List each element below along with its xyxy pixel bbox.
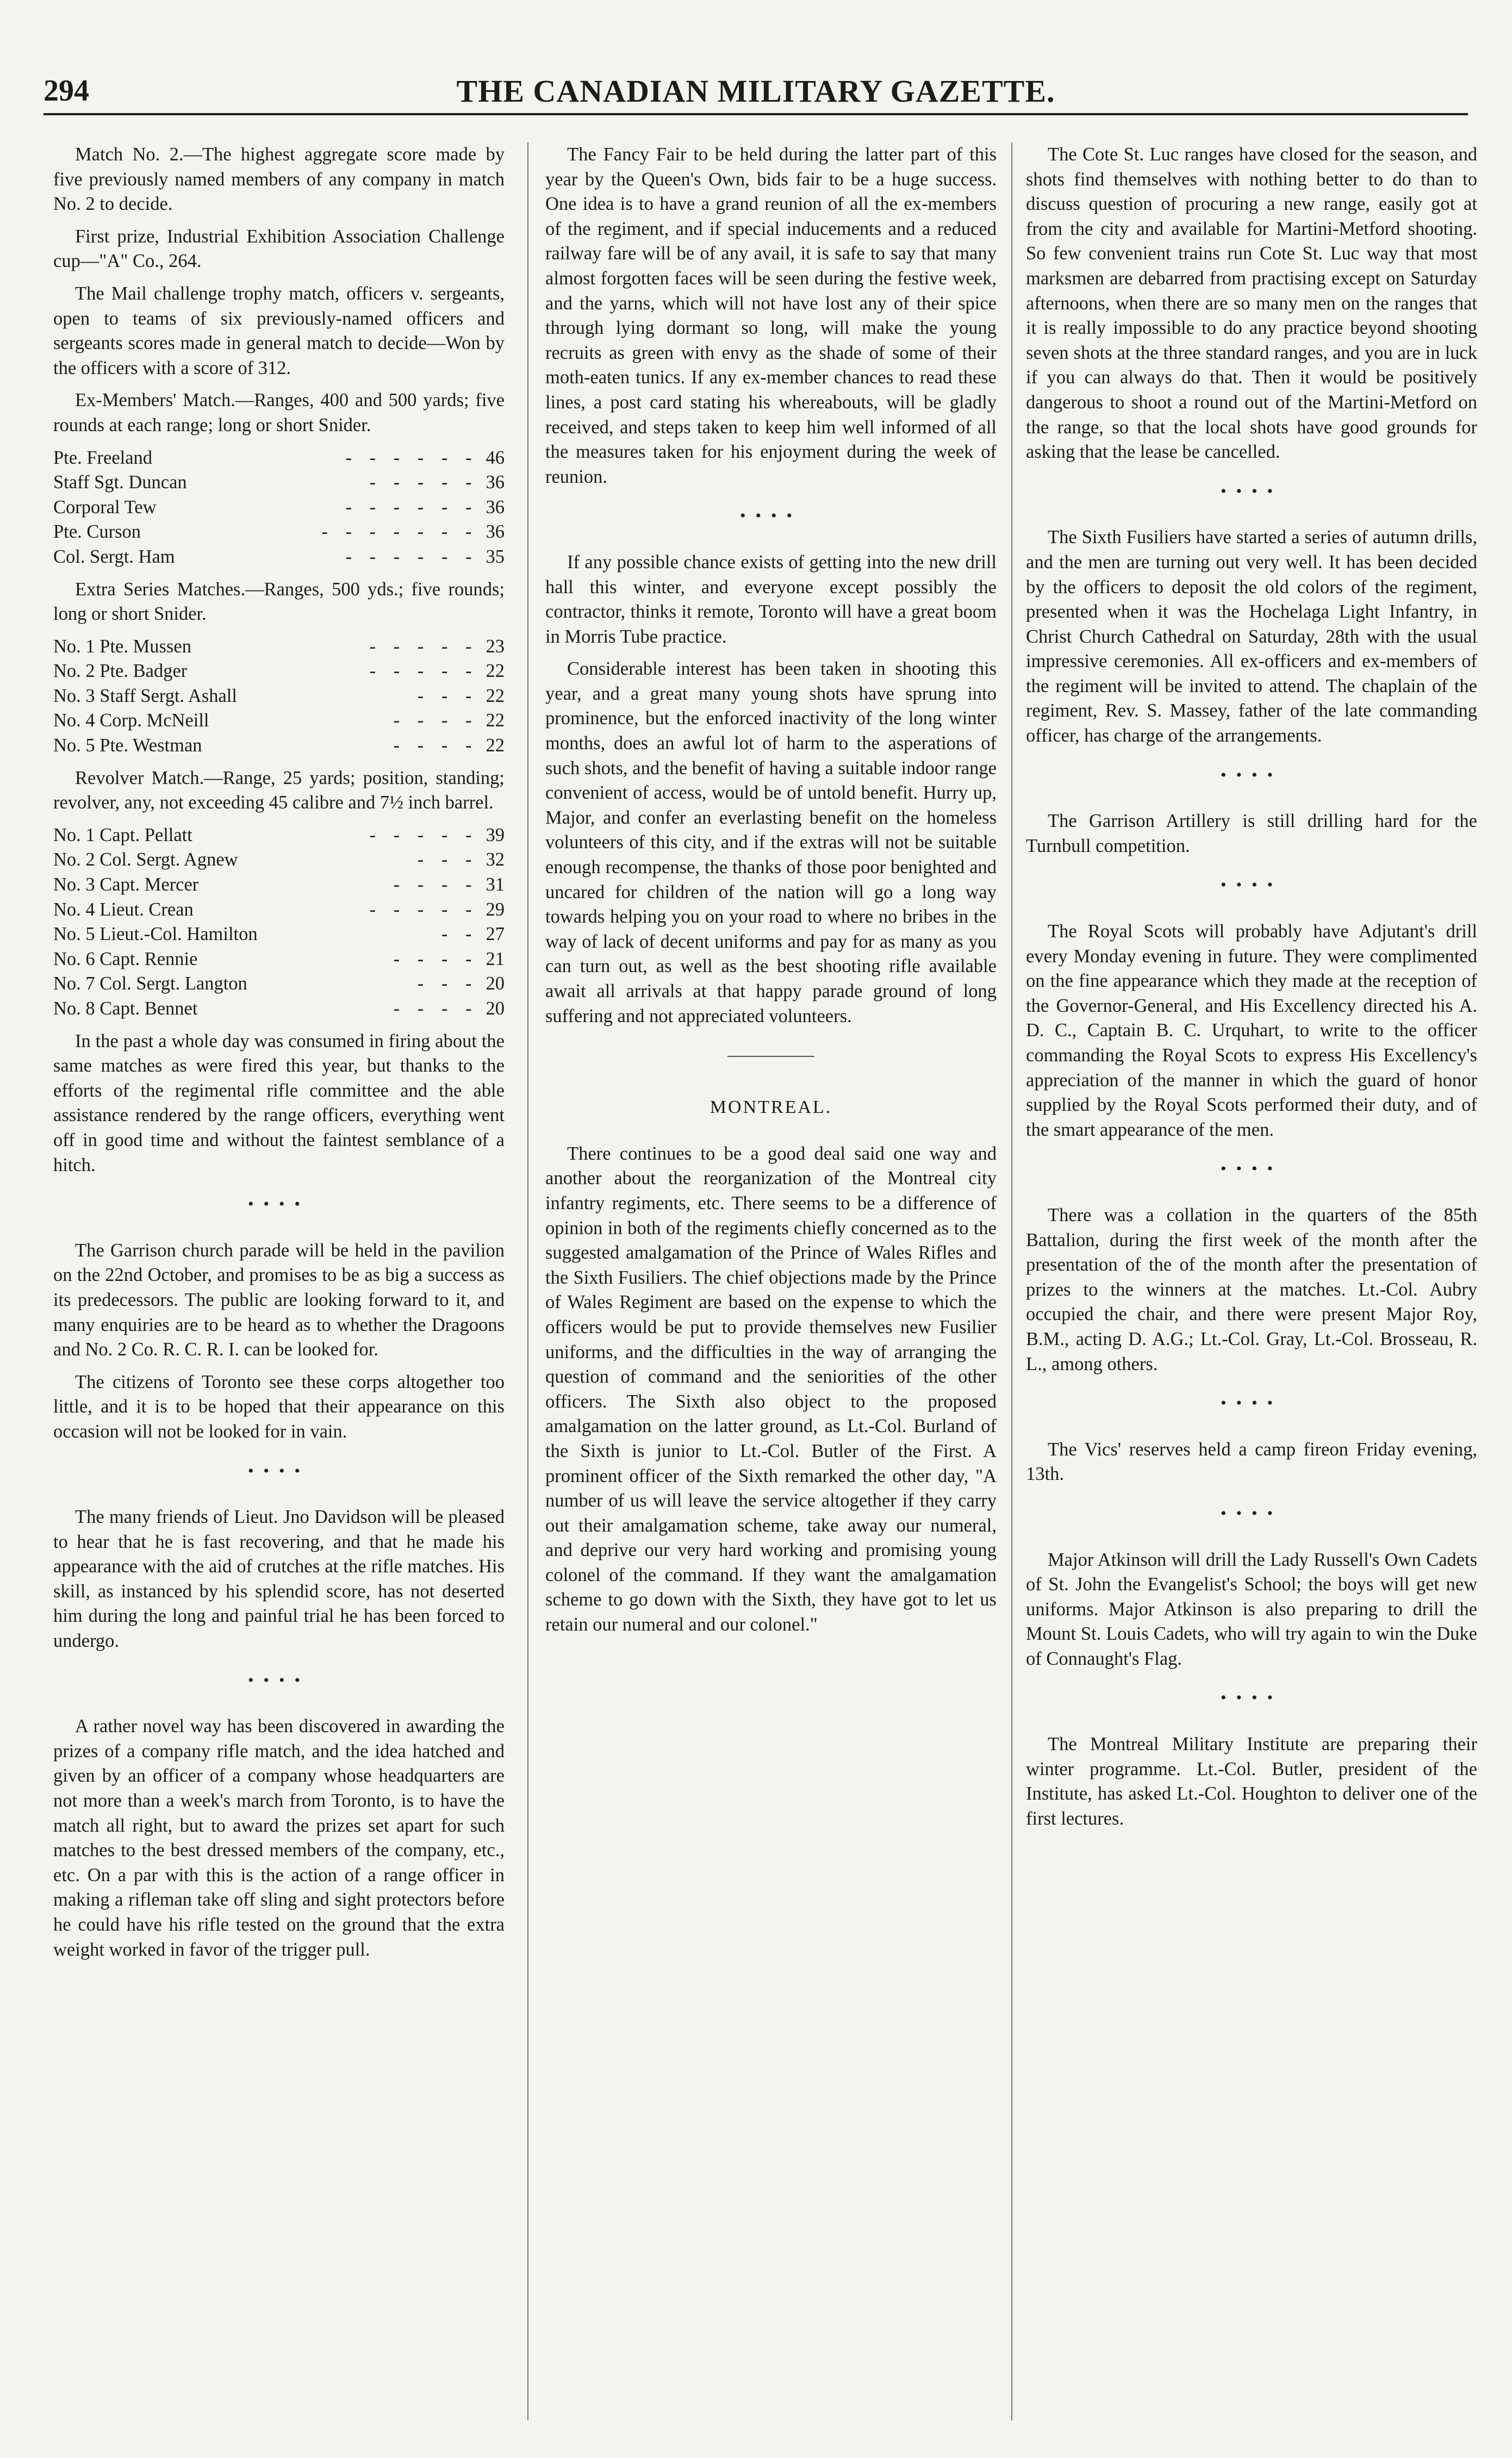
paragraph: A rather novel way has been discovered in awarding the prizes of a company rifle match, and the idea hatched and given by an officer of a company whose headquarters are not more than a week's march from Toronto, is to have the match all right, but to award the prizes set apart for such matches to the best dressed members of the company, etc., etc. On a par with this is the action of a range officer in making a rifleman take off sling and sight protectors before he could have his rifle tested on the ground that the extra weight worked in favor of the trigger pull. xyxy=(53,1716,505,1960)
score-row: Staff Sgt. Duncan - - - - - 36 xyxy=(53,470,505,495)
section-separator: •••• xyxy=(1220,1689,1283,1707)
competitor-score: 29 xyxy=(486,899,505,920)
competitor-name: No. 6 Capt. Rennie xyxy=(53,948,198,969)
score-row: No. 4 Corp. McNeill - - - - 22 xyxy=(53,708,505,733)
revolver-scores xyxy=(53,823,505,1022)
competitor-score: 32 xyxy=(486,849,505,870)
paragraph: Match No. 2.—The highest aggregate score made by five previously named members of any company in match No. 2 to decide. xyxy=(53,144,505,215)
paragraph: The Garrison church parade will be held in the pavilion on the 22nd October, and promises to be as big a success as its predecessors. The public are looking forward to it, and many enquiries are to be heard as to whether the Dragoons and No. 2 Co. R. C. R. I. can be looked for. xyxy=(53,1240,505,1360)
competitor-name: No. 4 Lieut. Crean xyxy=(53,899,194,920)
competitor-name: No. 5 Pte. Westman xyxy=(53,735,202,756)
section-separator: •••• xyxy=(1220,1394,1283,1412)
score-row: No. 2 Col. Sergt. Agnew - - - 32 xyxy=(53,848,505,873)
section-separator: •••• xyxy=(247,1671,310,1689)
competitor-score: 22 xyxy=(486,661,505,682)
competitor-name: No. 1 Capt. Pellatt xyxy=(53,824,192,845)
competitor-name: No. 1 Pte. Mussen xyxy=(53,636,191,657)
competitor-name: No. 2 Col. Sergt. Agnew xyxy=(53,849,238,870)
score-row: Pte. Freeland - - - - - - 46 xyxy=(53,446,505,471)
header-rule xyxy=(43,113,1468,115)
competitor-name: No. 7 Col. Sergt. Langton xyxy=(53,973,247,994)
competitor-score: 31 xyxy=(486,874,505,895)
paragraph: There continues to be a good deal said one way and another about the reorganization of the Montreal city infantry regiments, etc. There seems to be a difference of opinion in both of the regiments chiefly concerned as to the suggested amalgamation of the Prince of Wales Rifles and the Sixth Fusiliers. The chief objections made by the Prince of Wales Regiment are based on the expense to which the officers would be put to provide themselves new Fusilier uniforms, and the difficulties in the way of arranging the question of command and the seniorities of the other officers. The Sixth also object to the proposed amalgamation on the latter ground, as Lt.-Col. Burland of the Sixth is junior to Lt.-Col. Butler of the First. A prominent officer of the Sixth remarked the other day, "A number of us will leave the service altogether if they carry out their amalgamation scheme, take away our numeral, and deprive our very hard working and promising young colonel of the command. If they want the amalgamation scheme to go down with the Sixth, they have got to let us retain our numeral and our colonel." xyxy=(545,1143,997,1635)
competitor-score: 22 xyxy=(486,685,505,706)
competitor-score: 36 xyxy=(486,496,505,518)
paragraph: The Fancy Fair to be held during the latter part of this year by the Queen's Own, bids fair to be a huge success. One idea is to have a grand reunion of all the ex-members of the regiment, and if special inducements and a reduced railway fare will be of any avail, it is safe to say that many almost forgotten faces will be seen during the festive week, and the yarns, which will not have lost any of their spice through lying dormant so long, will make the young recruits as green with envy as the shade of some of their moth-eaten tunics. If any ex-member chances to read these lines, a post card stating his whereabouts, will be gladly received, and steps taken to keep him well informed of all the measures taken for his enjoyment during the week of reunion. xyxy=(545,144,997,487)
column-2 xyxy=(545,142,997,1645)
section-separator: •••• xyxy=(1220,1504,1283,1522)
score-row: No. 4 Lieut. Crean - - - - - 29 xyxy=(53,898,505,923)
paragraph: In the past a whole day was consumed in firing about the same matches as were fired this year, but thanks to the efforts of the regimental rifle committee and the able assistance rendered by the range officers, everything went off in good time and without the faintest semblance of a hitch. xyxy=(53,1030,505,1175)
section-rule xyxy=(727,1056,814,1057)
column-divider xyxy=(527,142,528,2420)
paragraph: Considerable interest has been taken in shooting this year, and a great many young shots have sprung into prominence, but the enforced inactivity of the long winter months, does an awful lot of harm to the asperations of such shots, and the benefit of having a suitable indoor range convenient of access, would be of untold benefit. Hurry up, Major, and confer an everlasting benefit on the homeless volunteers of this city, and if the extras will not be suitable enough recompense, the thanks of those poor benighted and uncared for children of the nation will go a long way towards helping you on your road to where no bribes in the way of lack of decent uniforms and pay for as many as you can turn out, as well as the best shooting rifle available await all arrivals at that happy parade ground of long suffering and not appreciated volunteers. xyxy=(545,658,997,1026)
column-divider xyxy=(1011,142,1012,2420)
paragraph: First prize, Industrial Exhibition Association Challenge cup—"A" Co., 264. xyxy=(53,226,505,272)
paragraph: The Sixth Fusiliers have started a series of autumn drills, and the men are turning out very well. It has been decided by the officers to deposit the old colors of the regiment, presented when it was the Hochelaga Light Infantry, in Christ Church Cathedral on Saturday, 28th with the usual impressive ceremonies. All ex-officers and ex-members of the regiment will be invited to attend. The chaplain of the regiment, Rev. S. Massey, father of the late commanding officer, has charge of the arrangements. xyxy=(1026,527,1477,746)
competitor-name: Staff Sgt. Duncan xyxy=(53,472,187,493)
section-separator: •••• xyxy=(1220,1160,1283,1178)
competitor-name: No. 4 Corp. McNeill xyxy=(53,710,209,731)
paragraph: Ex-Members' Match.—Ranges, 400 and 500 yards; five rounds at each range; long or short Snider. xyxy=(53,390,505,435)
score-row: No. 3 Staff Sergt. Ashall - - - 22 xyxy=(53,684,505,709)
competitor-score: 27 xyxy=(486,924,505,945)
score-row: Col. Sergt. Ham - - - - - - 35 xyxy=(53,545,505,570)
score-row: No. 2 Pte. Badger - - - - - 22 xyxy=(53,659,505,684)
section-separator: •••• xyxy=(247,1461,310,1480)
paragraph: The citizens of Toronto see these corps altogether too little, and it is to be hoped that their appearance on this occasion will not be looked for in vain. xyxy=(53,1371,505,1442)
competitor-score: 20 xyxy=(486,998,505,1019)
ex-members-scores xyxy=(53,446,505,570)
competitor-score: 22 xyxy=(486,710,505,731)
page-title: THE CANADIAN MILITARY GAZETTE. xyxy=(456,73,1055,109)
paragraph: The Vics' reserves held a camp fireon Friday evening, 13th. xyxy=(1026,1439,1477,1485)
paragraph: Extra Series Matches.—Ranges, 500 yds.; five rounds; long or short Snider. xyxy=(53,578,505,625)
competitor-name: Col. Sergt. Ham xyxy=(53,546,175,567)
competitor-score: 35 xyxy=(486,546,505,567)
paragraph: The Garrison Artillery is still drilling hard for the Turnbull competition. xyxy=(1026,811,1477,856)
score-row: Pte. Curson - - - - - - - 36 xyxy=(53,520,505,545)
score-row: No. 1 Capt. Pellatt - - - - - 39 xyxy=(53,823,505,848)
section-separator: •••• xyxy=(739,507,802,525)
competitor-score: 36 xyxy=(486,472,505,493)
page-number: 294 xyxy=(43,74,89,108)
paragraph: Revolver Match.—Range, 25 yards; position, standing; revolver, any, not exceeding 45 calibre and 7½ inch barrel. xyxy=(53,767,505,813)
paragraph: Major Atkinson will drill the Lady Russell's Own Cadets of St. John the Evangelist's School; the boys will get new uniforms. Major Atkinson is also preparing to drill the Mount St. Louis Cadets, who will try again to win the Duke of Connaught's Flag. xyxy=(1026,1549,1477,1669)
score-row: No. 7 Col. Sergt. Langton - - - 20 xyxy=(53,972,505,997)
paragraph: There was a collation in the quarters of the 85th Battalion, during the first week of the month after the presentation of the of the month after the presentation of prizes to the winners at the matches. Lt.-Col. Aubry occupied the chair, and there were present Major Roy, B.M., acting D. A.G.; Lt.-Col. Gray, Lt.-Col. Brosseau, R. L., among others. xyxy=(1026,1204,1477,1374)
competitor-score: 23 xyxy=(486,636,505,657)
paragraph: The Montreal Military Institute are preparing their winter programme. Lt.-Col. Butler, president of the Institute, has asked Lt.-Col. Houghton to deliver one of the first lectures. xyxy=(1026,1734,1477,1829)
section-separator: •••• xyxy=(1220,876,1283,894)
column-3 xyxy=(1026,142,1477,1839)
score-row: No. 5 Pte. Westman - - - - 22 xyxy=(53,733,505,758)
competitor-name: Pte. Curson xyxy=(53,521,141,543)
score-row: No. 5 Lieut.-Col. Hamilton - - 27 xyxy=(53,922,505,947)
competitor-score: 46 xyxy=(486,447,505,468)
score-row: No. 1 Pte. Mussen - - - - - 23 xyxy=(53,634,505,659)
page-header xyxy=(43,71,1468,111)
competitor-score: 20 xyxy=(486,973,505,994)
section-heading: MONTREAL. xyxy=(710,1097,832,1118)
paragraph: The Mail challenge trophy match, officers v. sergeants, open to teams of six previously-named officers and sergeants scores made in general match to decide—Won by the officers with a score of 312. xyxy=(53,283,505,378)
competitor-score: 21 xyxy=(486,948,505,969)
competitor-name: No. 3 Capt. Mercer xyxy=(53,874,199,895)
score-row: Corporal Tew - - - - - - 36 xyxy=(53,495,505,520)
score-row: No. 6 Capt. Rennie - - - - 21 xyxy=(53,947,505,972)
section-separator: •••• xyxy=(247,1195,310,1214)
extra-series-scores xyxy=(53,634,505,758)
competitor-score: 36 xyxy=(486,521,505,543)
competitor-name: Corporal Tew xyxy=(53,496,157,518)
competitor-name: Pte. Freeland xyxy=(53,447,153,468)
column-1 xyxy=(53,142,505,1970)
competitor-score: 22 xyxy=(486,735,505,756)
score-row: No. 3 Capt. Mercer - - - - 31 xyxy=(53,873,505,898)
paragraph: The many friends of Lieut. Jno Davidson will be pleased to hear that he is fast recovering, and that he made his appearance with the aid of crutches at the rifle matches. His skill, as instanced by his splendid score, has not deserted him during the long and painful trial he has been forced to undergo. xyxy=(53,1507,505,1652)
paragraph: The Royal Scots will probably have Adjutant's drill every Monday evening in future. They were complimented on the fine appearance which they made at the reception of the Governor-General, and His Excellency directed his A. D. C., Captain B. C. Urquhart, to write to the officer commanding the Royal Scots to express His Excellency's appreciation of the manner in which the guard of honor supplied by the Royal Scots performed their duty, and of the smart appearance of the men. xyxy=(1026,921,1477,1140)
competitor-name: No. 5 Lieut.-Col. Hamilton xyxy=(53,924,258,945)
score-row: No. 8 Capt. Bennet - - - - 20 xyxy=(53,997,505,1022)
competitor-name: No. 3 Staff Sergt. Ashall xyxy=(53,685,237,706)
competitor-name: No. 2 Pte. Badger xyxy=(53,661,188,682)
section-separator: •••• xyxy=(1220,766,1283,784)
section-separator: •••• xyxy=(1220,482,1283,500)
paragraph: If any possible chance exists of getting into the new drill hall this winter, and everyone except possibly the contractor, thinks it remote, Toronto will have a great boom in Morris Tube practice. xyxy=(545,551,997,647)
competitor-score: 39 xyxy=(486,824,505,845)
competitor-name: No. 8 Capt. Bennet xyxy=(53,998,198,1019)
paragraph: The Cote St. Luc ranges have closed for the season, and shots find themselves with nothing better to do than to discuss question of procuring a new range, easily got at from the city and available for Martini-Metford shooting. So few convenient trains run Cote St. Luc way that most marksmen are debarred from practising except on Saturday afternoons, when there are so many men on the ranges that it is really impossible to do any practice beyond shooting seven shots at the three standard ranges, and you are in luck if you can always do that. Then it would be positively dangerous to shoot a round out of the Martini-Metford on the range, so that the local shots have good grounds for asking that the lease be cancelled. xyxy=(1026,144,1477,463)
